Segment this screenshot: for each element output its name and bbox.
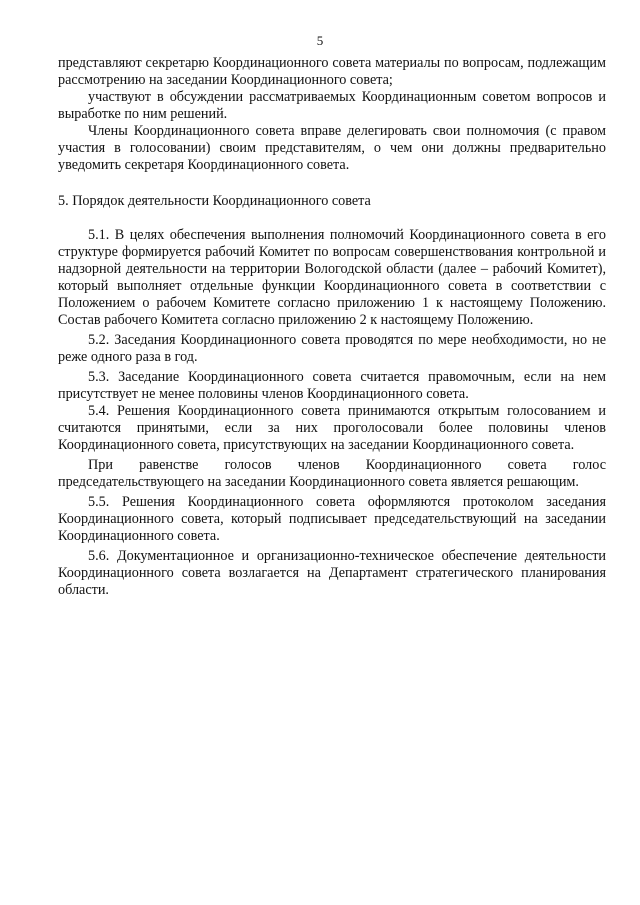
document-body bbox=[58, 55, 606, 599]
paragraph-5-5: 5.5. Решения Координационного совета оформляются протоколом заседания Координационного совета, который подписывает председательствующий на заседании Координационного совета. bbox=[58, 494, 606, 544]
section-heading: 5. Порядок деятельности Координационного совета bbox=[58, 193, 371, 209]
paragraph-5-3: 5.3. Заседание Координационного совета считается правомочным, если на нем присутствует не менее половины членов Координационного совета. bbox=[58, 369, 606, 402]
paragraph-5-4: 5.4. Решения Координационного совета принимаются открытым голосованием и считаются принятыми, если за них проголосовали более половины членов Координационного совета, присутствующих на заседании Координационного совета. bbox=[58, 403, 606, 453]
paragraph-5-1: 5.1. В целях обеспечения выполнения полномочий Координационного совета в его структуре формируется рабочий Комитет по вопросам совершенствования контрольной и надзорной деятельности на территории Вологодской области (далее – рабочий Комитет), который выполняет отдельные функции Координационного совета в соответствии с Положением о рабочем Комитете согласно приложению 1 к настоящему Положению. Состав рабочего Комитета согласно приложению 2 к настоящему Положению. bbox=[58, 227, 606, 328]
paragraph: участвуют в обсуждении рассматриваемых Координационным советом вопросов и выработке по ним решений. bbox=[58, 89, 606, 122]
paragraph-5-2: 5.2. Заседания Координационного совета проводятся по мере необходимости, но не реже одного раза в год. bbox=[58, 332, 606, 365]
paragraph-tie-vote: При равенстве голосов членов Координационного совета голос председательствующего на заседании Координационного совета является решающим. bbox=[58, 457, 606, 490]
page-number: 5 bbox=[316, 33, 324, 48]
paragraph-5-6: 5.6. Документационное и организационно-техническое обеспечение деятельности Координационного совета возлагается на Департамент стратегического планирования области. bbox=[58, 548, 606, 598]
paragraph: Члены Координационного совета вправе делегировать свои полномочия (с правом участия в голосовании) своим представителям, о чем они должны предварительно уведомить секретаря Координационного совета. bbox=[58, 123, 606, 173]
paragraph: представляют секретарю Координационного совета материалы по вопросам, подлежащим рассмотрению на заседании Координационного совета; bbox=[58, 55, 606, 88]
